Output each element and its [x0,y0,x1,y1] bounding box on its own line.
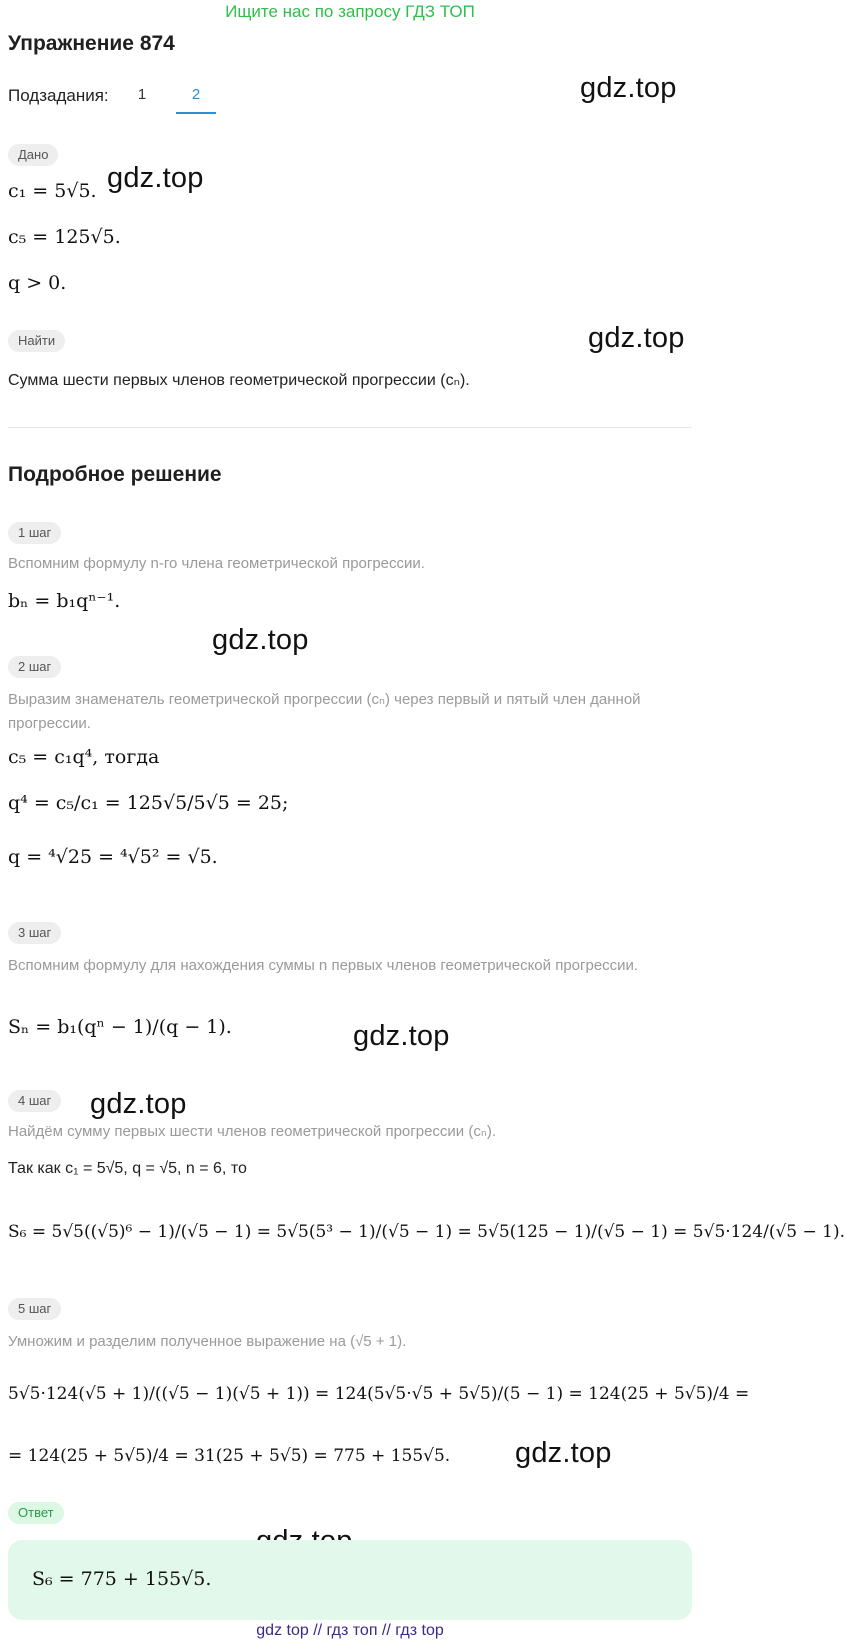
given-line-3: q > 0. [8,272,67,294]
step-4-pill: 4 шаг [8,1090,61,1112]
subtask-tab-2[interactable]: 2 [191,86,201,103]
watermark: gdz.top [212,624,309,656]
step-1-formula: bₙ = b₁qⁿ⁻¹. [8,590,121,612]
step-1-text: Вспомним формулу n-го члена геометрической прогрессии. [8,555,425,572]
subtask-tab-1[interactable]: 1 [137,86,147,103]
given-line-1: c₁ = 5√5. [8,180,97,202]
step-2-line-1: c₅ = c₁q⁴, тогда [8,746,160,768]
active-tab-indicator [176,112,216,114]
watermark: gdz.top [90,1088,187,1120]
page-title: Упражнение 874 [8,32,175,55]
step-2-text: Выразим знаменатель геометрической прогрессии (cₙ) через первый и пятый член данной прогрессии. [8,691,641,732]
step-5-text: Умножим и разделим полученное выражение на (√5 + 1). [8,1333,407,1350]
step-4-given: Так как c₁ = 5√5, q = √5, n = 6, то [8,1160,247,1177]
search-banner: Ищите нас по запросу ГДЗ ТОП [225,2,475,21]
step-4-text: Найдём сумму первых шести членов геометрической прогрессии (cₙ). [8,1123,496,1140]
step-4-formula: S₆ = 5√5((√5)⁶ − 1)/(√5 − 1) = 5√5(5³ − 1)/(√5 − 1) = 5√5(125 − 1)/(√5 − 1) = 5√5·124/(√5 − 1). [8,1222,845,1242]
watermark: gdz.top [515,1437,612,1469]
step-3-pill: 3 шаг [8,922,61,944]
given-pill: Дано [8,144,58,166]
subtasks-label: Подзадания: [8,86,109,105]
answer-formula: S₆ = 775 + 155√5. [32,1568,212,1590]
watermark: gdz.top [580,72,677,104]
step-3-formula: Sₙ = b₁(qⁿ − 1)/(q − 1). [8,1016,232,1038]
step-2-line-2: q⁴ = c₅/c₁ = 125√5/5√5 = 25; [8,792,289,814]
solution-title: Подробное решение [8,463,222,486]
watermark: gdz.top [353,1020,450,1052]
step-5-pill: 5 шаг [8,1298,61,1320]
step-5-formula-1: 5√5·124(√5 + 1)/((√5 − 1)(√5 + 1)) = 124(5√5·√5 + 5√5)/(5 − 1) = 124(25 + 5√5)/4 = [8,1384,750,1404]
footer-links[interactable]: gdz top // гдз топ // гдз top [256,1622,444,1639]
step-2-line-3: q = ⁴√25 = ⁴√5² = √5. [8,846,218,868]
find-pill: Найти [8,330,65,352]
given-line-2: c₅ = 125√5. [8,226,121,248]
step-2-pill: 2 шаг [8,656,61,678]
watermark: gdz.top [588,322,685,354]
step-3-text: Вспомним формулу для нахождения суммы n первых членов геометрической прогрессии. [8,957,639,974]
step-1-pill: 1 шаг [8,522,61,544]
section-divider [8,427,692,428]
answer-pill: Ответ [8,1502,64,1524]
step-5-formula-2: = 124(25 + 5√5)/4 = 31(25 + 5√5) = 775 + 155√5. [8,1446,451,1466]
find-text: Сумма шести первых членов геометрической прогрессии (cₙ). [8,372,470,389]
watermark: gdz.top [107,162,204,194]
